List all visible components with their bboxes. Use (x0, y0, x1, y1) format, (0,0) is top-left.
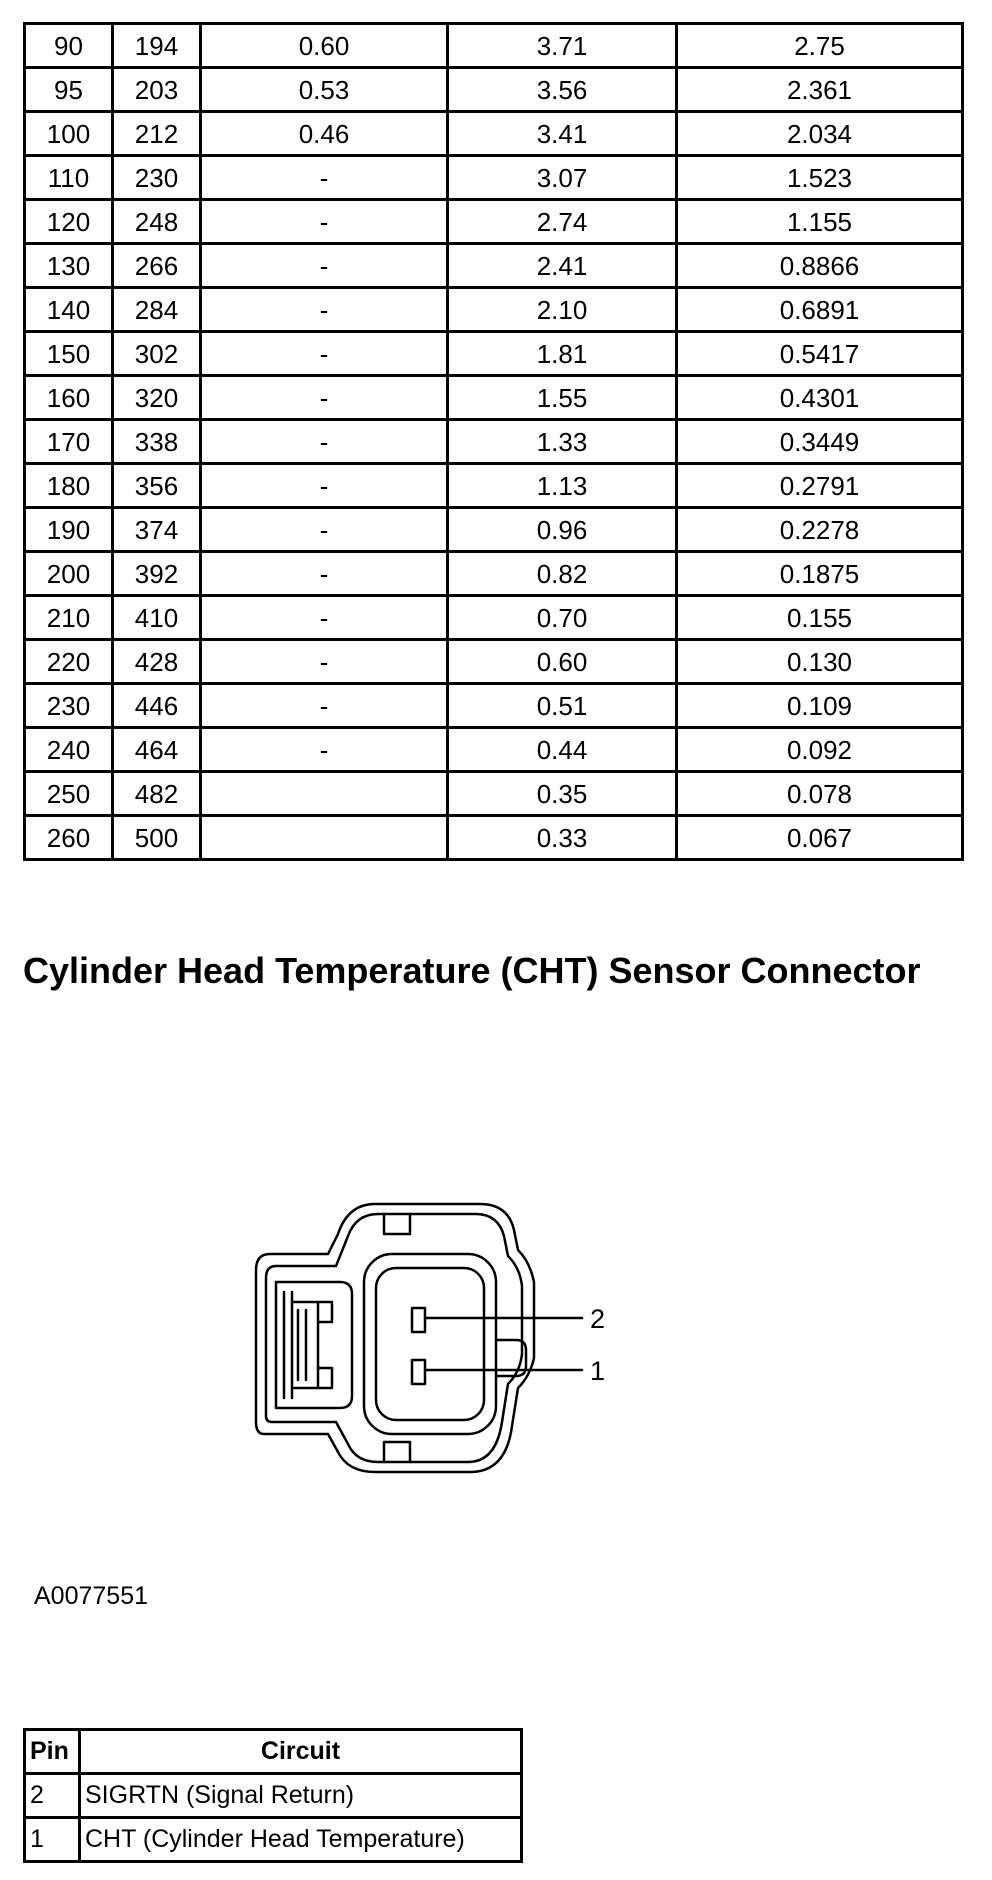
table-cell-col3: - (201, 244, 448, 288)
table-cell-col5: 0.8866 (677, 244, 963, 288)
table-cell-col3 (201, 816, 448, 860)
circuit-name-cell: SIGRTN (Signal Return) (80, 1774, 522, 1818)
table-cell-col4: 1.33 (448, 420, 677, 464)
cht-connector-diagram (240, 1190, 620, 1480)
pin-number-cell: 2 (25, 1774, 80, 1818)
table-row (25, 376, 963, 420)
temperature-data-table-body (25, 24, 963, 860)
table-cell-col4: 0.33 (448, 816, 677, 860)
pin-table-header-row (25, 1730, 522, 1774)
table-cell-f: 464 (113, 728, 201, 772)
latch-detail (292, 1302, 332, 1388)
section-title: Cylinder Head Temperature (CHT) Sensor Connector (23, 950, 921, 991)
table-cell-col3: 0.46 (201, 112, 448, 156)
table-cell-col4: 0.70 (448, 596, 677, 640)
table-cell-col3: - (201, 464, 448, 508)
table-cell-col3: 0.53 (201, 68, 448, 112)
table-cell-col3: - (201, 200, 448, 244)
pin-number-cell: 1 (25, 1818, 80, 1862)
table-cell-col4: 3.07 (448, 156, 677, 200)
temperature-data-table (23, 22, 964, 861)
connector-top-key (384, 1214, 410, 1234)
table-cell-c: 150 (25, 332, 113, 376)
table-cell-f: 266 (113, 244, 201, 288)
table-cell-f: 212 (113, 112, 201, 156)
table-cell-c: 260 (25, 816, 113, 860)
pin-column-header: Pin (25, 1730, 80, 1774)
table-cell-f: 338 (113, 420, 201, 464)
table-cell-col3: - (201, 332, 448, 376)
table-cell-col5: 0.6891 (677, 288, 963, 332)
table-cell-col3: - (201, 552, 448, 596)
table-row (25, 24, 963, 68)
latch-outer-lines (284, 1292, 292, 1398)
table-cell-c: 90 (25, 24, 113, 68)
table-cell-col5: 0.067 (677, 816, 963, 860)
table-row (25, 420, 963, 464)
table-cell-c: 140 (25, 288, 113, 332)
table-cell-c: 100 (25, 112, 113, 156)
table-cell-c: 120 (25, 200, 113, 244)
table-row (25, 112, 963, 156)
figure-id: A0077551 (34, 1582, 149, 1610)
table-row (25, 288, 963, 332)
table-cell-col3: - (201, 376, 448, 420)
table-cell-c: 220 (25, 640, 113, 684)
table-row (25, 728, 963, 772)
table-cell-f: 410 (113, 596, 201, 640)
table-cell-f: 392 (113, 552, 201, 596)
table-cell-col5: 0.3449 (677, 420, 963, 464)
table-cell-col3: 0.60 (201, 24, 448, 68)
table-row (25, 200, 963, 244)
table-cell-col3: - (201, 288, 448, 332)
table-cell-col5: 0.130 (677, 640, 963, 684)
table-row (25, 156, 963, 200)
table-cell-col4: 1.13 (448, 464, 677, 508)
table-cell-col4: 0.60 (448, 640, 677, 684)
pin-1-callout: 1 (590, 1356, 606, 1386)
table-cell-col4: 1.81 (448, 332, 677, 376)
table-cell-col5: 0.5417 (677, 332, 963, 376)
table-cell-col4: 3.41 (448, 112, 677, 156)
table-cell-col5: 0.092 (677, 728, 963, 772)
table-cell-col5: 0.1875 (677, 552, 963, 596)
table-cell-col5: 0.155 (677, 596, 963, 640)
table-cell-f: 374 (113, 508, 201, 552)
table-row (25, 508, 963, 552)
table-cell-c: 240 (25, 728, 113, 772)
table-cell-c: 160 (25, 376, 113, 420)
table-cell-col4: 0.96 (448, 508, 677, 552)
table-cell-col4: 2.10 (448, 288, 677, 332)
pin-circuit-table (23, 1728, 523, 1863)
table-cell-col5: 0.109 (677, 684, 963, 728)
table-cell-c: 180 (25, 464, 113, 508)
table-cell-col5: 2.361 (677, 68, 963, 112)
table-cell-c: 230 (25, 684, 113, 728)
table-cell-c: 250 (25, 772, 113, 816)
table-row (25, 772, 963, 816)
table-row (25, 464, 963, 508)
table-cell-c: 130 (25, 244, 113, 288)
table-cell-f: 230 (113, 156, 201, 200)
table-cell-f: 446 (113, 684, 201, 728)
table-cell-col3: - (201, 156, 448, 200)
table-cell-c: 190 (25, 508, 113, 552)
table-cell-col3: - (201, 420, 448, 464)
table-row (25, 332, 963, 376)
table-cell-f: 500 (113, 816, 201, 860)
table-cell-col5: 0.4301 (677, 376, 963, 420)
table-cell-f: 284 (113, 288, 201, 332)
circuit-name-cell: CHT (Cylinder Head Temperature) (80, 1818, 522, 1862)
table-cell-col4: 3.71 (448, 24, 677, 68)
table-cell-col4: 2.41 (448, 244, 677, 288)
table-cell-col5: 1.523 (677, 156, 963, 200)
table-cell-col4: 2.74 (448, 200, 677, 244)
pin-1-terminal (412, 1360, 425, 1384)
terminal-cavity-inner (376, 1268, 484, 1420)
table-row (25, 244, 963, 288)
pin-2-callout: 2 (590, 1304, 606, 1334)
table-cell-c: 210 (25, 596, 113, 640)
table-cell-c: 110 (25, 156, 113, 200)
table-cell-f: 320 (113, 376, 201, 420)
pin-2-terminal (412, 1308, 425, 1332)
table-cell-f: 203 (113, 68, 201, 112)
table-cell-c: 95 (25, 68, 113, 112)
table-row (25, 816, 963, 860)
table-cell-f: 248 (113, 200, 201, 244)
table-row (25, 640, 963, 684)
table-cell-col3: - (201, 640, 448, 684)
table-cell-col4: 3.56 (448, 68, 677, 112)
table-cell-col5: 0.078 (677, 772, 963, 816)
pin-table-body (25, 1774, 522, 1862)
table-cell-col5: 1.155 (677, 200, 963, 244)
terminal-cavity-outer (364, 1254, 496, 1434)
table-cell-col5: 0.2791 (677, 464, 963, 508)
table-cell-c: 170 (25, 420, 113, 464)
table-cell-col4: 0.82 (448, 552, 677, 596)
table-row (25, 596, 963, 640)
table-cell-col4: 0.35 (448, 772, 677, 816)
table-row (25, 684, 963, 728)
table-cell-col3 (201, 772, 448, 816)
table-row (25, 68, 963, 112)
table-cell-c: 200 (25, 552, 113, 596)
table-cell-col3: - (201, 596, 448, 640)
connector-bottom-key (384, 1442, 410, 1462)
table-cell-f: 194 (113, 24, 201, 68)
table-row (25, 552, 963, 596)
table-cell-f: 482 (113, 772, 201, 816)
table-cell-col4: 1.55 (448, 376, 677, 420)
table-cell-f: 356 (113, 464, 201, 508)
table-cell-col5: 2.034 (677, 112, 963, 156)
table-cell-f: 302 (113, 332, 201, 376)
table-cell-col4: 0.44 (448, 728, 677, 772)
circuit-column-header: Circuit (80, 1730, 522, 1774)
table-cell-f: 428 (113, 640, 201, 684)
table-cell-col3: - (201, 684, 448, 728)
table-cell-col5: 0.2278 (677, 508, 963, 552)
table-cell-col4: 0.51 (448, 684, 677, 728)
table-cell-col5: 2.75 (677, 24, 963, 68)
pin-table-row (25, 1774, 522, 1818)
table-cell-col3: - (201, 728, 448, 772)
table-cell-col3: - (201, 508, 448, 552)
pin-table-row (25, 1818, 522, 1862)
